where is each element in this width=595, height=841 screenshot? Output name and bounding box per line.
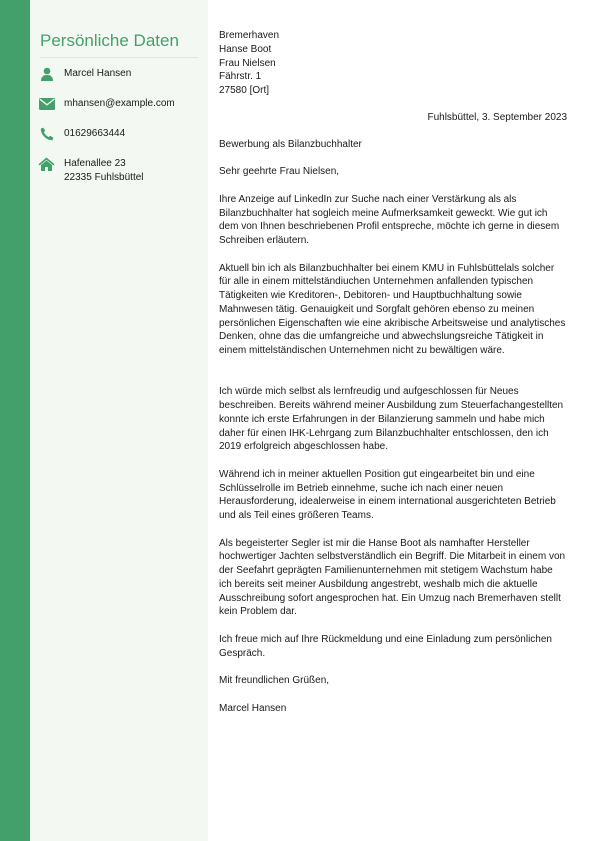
contact-phone-text[interactable] [64,127,125,141]
address-line-street: Hafenallee 23 [64,158,126,169]
contact-address-text [64,157,144,185]
recipient-line: Hanse Boot [219,43,272,55]
contact-phone-line[interactable]: 01629663444 [64,128,126,139]
body-paragraph: Ich würde mich selbst als lernfreudig und aufgeschlossen für Neues beschreiben. Bereits während meiner Ausbildung zum Steuerfachangestellten konnte ich erste Erfahrungen in der Bilanzierung sammeln und habe mich daher für einen IHK-Lehrgang zum Bilanzbuchhalter entschlossen, den ich 2019 erfolgreich abgeschlossen habe. [219,386,564,453]
contact-email [38,97,200,111]
phone-icon [38,127,55,141]
home-icon [38,157,55,171]
contact-name [38,67,200,81]
recipient-line: 27580 [Ort] [219,85,270,96]
letter-body [219,29,567,715]
recipient-block [219,29,567,98]
body-paragraph: Als begeisterter Segler ist mir die Hanse Boot als namhafter Hersteller hochwertiger Jachten selbstverständlich ein Begriff. Die Mitarbeit in einem von der Seefahrt geprägten Familienunternehmen mit stetigem Wachstum habe ich bereits seit meiner Ausbildung angestrebt, weshalb mich die aktuelle Ausschreibung sofort angesprochen hat. Ein Umzug nach Bremerhaven stellt kein Problem dar. [219,537,566,618]
contact-name-line: Marcel Hansen [64,68,132,79]
contact-phone [38,127,200,141]
sidebar-title: Persönliche Daten [40,31,198,58]
contact-name-text [64,67,131,81]
salutation: Sehr geehrte Frau Nielsen, [219,166,340,178]
body-paragraph: Ich freue mich auf Ihre Rückmeldung und eine Einladung zum persönlichen Gespräch. [219,633,552,659]
signature-name: Marcel Hansen [219,702,287,714]
recipient-line: Fährstr. 1 [219,71,262,83]
contact-email-line[interactable]: mhansen@example.com [64,98,175,109]
envelope-icon [38,97,55,111]
subject-line: Bewerbung als Bilanzbuchhalter [219,138,362,150]
recipient-line: Frau Nielsen [219,57,276,69]
user-icon [38,67,55,81]
accent-bar [0,0,30,841]
body-paragraph: Während ich in meiner aktuellen Position gut eingearbeitet bin und eine Schlüsselrolle im Betrieb einnehme, suche ich nach einer neuen Herausforderung, idealerweise in einem international ausgerichteten Betrieb und als Teil eines größeren Teams. [219,468,556,521]
address-line-city: 22335 Fuhlsbüttel [64,172,144,183]
recipient-line: Bremerhaven [219,30,280,41]
closing: Mit freundlichen Grüßen, [219,675,330,686]
sidebar [30,0,208,841]
contact-address [38,157,200,185]
place-date: Fuhlsbüttel, 3. September 2023 [427,111,567,123]
contact-email-text[interactable] [64,97,175,111]
body-paragraph: Ihre Anzeige auf LinkedIn zur Suche nach einer Verstärkung als als Bilanzbuchhalter hat sogleich meine Aufmerksamkeit geweckt. Wie gut ich dem von Ihnen beschriebenen Profil entspreche, möchte ich gerne in diesem Schreiben erläutern. [219,193,560,246]
body-paragraph: Aktuell bin ich als Bilanzbuchhalter bei einem KMU in Fuhlsbüttelals solcher für alle in einem mittelständiuchen Unternehmen anfallenden typischen Tätigkeiten wie Kreditoren-, Debitoren- und Hauptbuchhaltung sowie Mahnwesen tätig. Genauigkeit und Sorgfalt gehören ebenso zu meinen persönlichen Eigenschaften wie eine akribische Arbeitsweise und analytisches Denken, ohne das die umfangreiche und abwechslungsreiche Tätigkeit in einem mittelständischen Unternehmen nicht zu bewältigen wäre. [219,262,566,356]
